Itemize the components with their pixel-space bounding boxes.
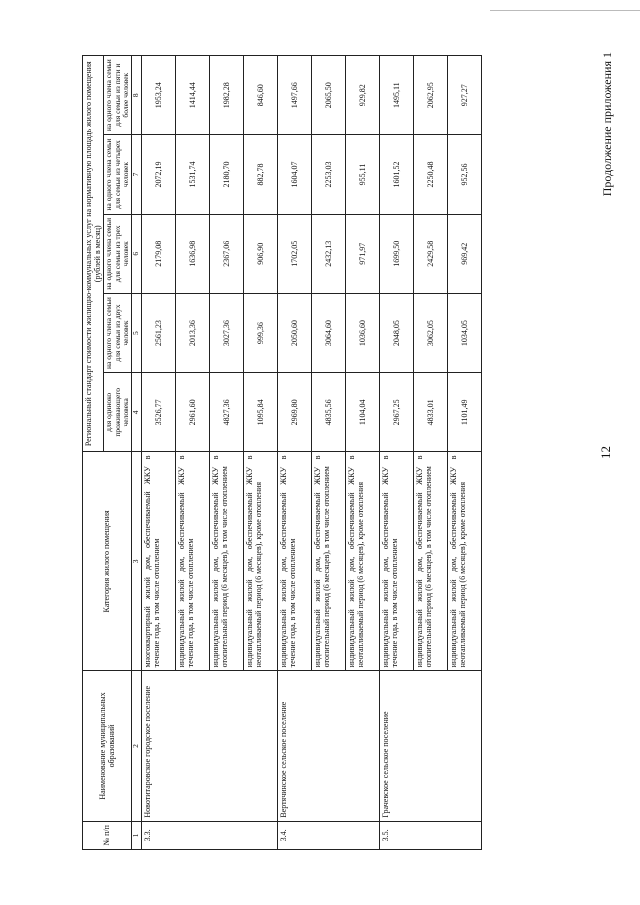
col-index: 3 bbox=[132, 452, 142, 671]
cost-value: 929,82 bbox=[346, 56, 380, 135]
cost-value: 4833,01 bbox=[414, 373, 448, 452]
header-group: Региональный стандарт стоимости жилищно-коммунальных услуг на нормативную площадь жилого помещения (рублей в месяц) bbox=[83, 56, 104, 452]
cost-value: 971,97 bbox=[346, 214, 380, 293]
page-number: 12 bbox=[598, 446, 613, 459]
housing-category: индивидуальный жилой дом, обеспечиваемый ЖКУ в течение года, в том числе отоплением bbox=[176, 452, 210, 671]
cost-value: 1604,07 bbox=[278, 135, 312, 214]
row-number: 3.4. bbox=[278, 821, 380, 849]
cost-value: 2969,80 bbox=[278, 373, 312, 452]
table-row bbox=[380, 56, 414, 850]
housing-category: индивидуальный жилой дом, обеспечиваемый ЖКУ в отопительный период (6 месяцев), в том числе отоплением bbox=[414, 452, 448, 671]
header-sub-2: на одного члена семьи для семьи из двух человек bbox=[104, 293, 132, 372]
row-number: 3.3. bbox=[142, 821, 278, 849]
cost-value: 1414,44 bbox=[176, 56, 210, 135]
cost-value: 2367,06 bbox=[210, 214, 244, 293]
table-row bbox=[142, 56, 176, 850]
cost-value: 2180,70 bbox=[210, 135, 244, 214]
cost-value: 3027,36 bbox=[210, 293, 244, 372]
housing-category: многоквартирный жилой дом, обеспечиваемый ЖКУ в течение года, в том числе отоплением bbox=[142, 452, 176, 671]
col-index: 1 bbox=[132, 821, 142, 849]
cost-value: 1034,05 bbox=[448, 293, 482, 372]
cost-value: 1982,28 bbox=[210, 56, 244, 135]
cost-value: 2561,23 bbox=[142, 293, 176, 372]
col-index: 2 bbox=[132, 671, 142, 821]
cost-value: 955,11 bbox=[346, 135, 380, 214]
cost-value: 1497,66 bbox=[278, 56, 312, 135]
cost-value: 4827,36 bbox=[210, 373, 244, 452]
housing-category: индивидуальный жилой дом, обеспечиваемый ЖКУ в неотапливаемый период (6 месяцев), кроме отопления bbox=[244, 452, 278, 671]
cost-value: 952,56 bbox=[448, 135, 482, 214]
header-sub-3: на одного члена семьи для семьи из трех человек bbox=[104, 214, 132, 293]
col-index: 7 bbox=[132, 135, 142, 214]
housing-category: индивидуальный жилой дом, обеспечиваемый ЖКУ в отопительный период (6 месяцев), в том числе отоплением bbox=[210, 452, 244, 671]
header-category: Категория жилого помещения bbox=[83, 452, 132, 671]
cost-value: 2967,25 bbox=[380, 373, 414, 452]
cost-standard-table-wrapper bbox=[82, 55, 590, 850]
housing-category: индивидуальный жилой дом, обеспечиваемый ЖКУ в отопительный период (6 месяцев), в том числе отоплением bbox=[312, 452, 346, 671]
cost-value: 2961,60 bbox=[176, 373, 210, 452]
cost-value: 2048,05 bbox=[380, 293, 414, 372]
cost-value: 2429,58 bbox=[414, 214, 448, 293]
cost-value: 3062,05 bbox=[414, 293, 448, 372]
cost-value: 2253,03 bbox=[312, 135, 346, 214]
housing-category: индивидуальный жилой дом, обеспечиваемый ЖКУ в течение года, в том числе отоплением bbox=[278, 452, 312, 671]
cost-value: 1101,49 bbox=[448, 373, 482, 452]
col-index: 8 bbox=[132, 56, 142, 135]
cost-value: 3526,77 bbox=[142, 373, 176, 452]
cost-value: 1036,60 bbox=[346, 293, 380, 372]
cost-value: 2250,48 bbox=[414, 135, 448, 214]
col-index: 6 bbox=[132, 214, 142, 293]
cost-value: 927,27 bbox=[448, 56, 482, 135]
cost-value: 1699,50 bbox=[380, 214, 414, 293]
cost-value: 4835,56 bbox=[312, 373, 346, 452]
cost-standard-table bbox=[82, 55, 482, 850]
cost-value: 906,90 bbox=[244, 214, 278, 293]
cost-value: 1953,24 bbox=[142, 56, 176, 135]
cost-value: 999,36 bbox=[244, 293, 278, 372]
header-num: № п/п bbox=[83, 821, 132, 849]
header-sub-4: на одного члена семьи для семьи из четырех человек bbox=[104, 135, 132, 214]
cost-value: 3064,60 bbox=[312, 293, 346, 372]
cost-value: 2179,08 bbox=[142, 214, 176, 293]
cost-value: 1495,11 bbox=[380, 56, 414, 135]
cost-value: 1636,98 bbox=[176, 214, 210, 293]
row-number: 3.5. bbox=[380, 821, 482, 849]
cost-value: 2432,13 bbox=[312, 214, 346, 293]
header-sub-5: на одного члена семьи для семьи из пяти и более человек bbox=[104, 56, 132, 135]
cost-value: 1095,84 bbox=[244, 373, 278, 452]
cost-value: 882,78 bbox=[244, 135, 278, 214]
cost-value: 2072,19 bbox=[142, 135, 176, 214]
municipality-name: Грачевское сельское поселение bbox=[380, 671, 482, 821]
cost-value: 1531,74 bbox=[176, 135, 210, 214]
cost-value: 2013,36 bbox=[176, 293, 210, 372]
header-sub-1: для одиноко проживающего человека bbox=[104, 373, 132, 452]
appendix-title: Продолжение приложения 1 bbox=[600, 52, 614, 197]
housing-category: индивидуальный жилой дом, обеспечиваемый ЖКУ в течение года, в том числе отоплением bbox=[380, 452, 414, 671]
housing-category: индивидуальный жилой дом, обеспечиваемый ЖКУ в неотапливаемый период (6 месяцев), кроме отопления bbox=[346, 452, 380, 671]
cost-value: 1601,52 bbox=[380, 135, 414, 214]
col-index: 5 bbox=[132, 293, 142, 372]
cost-value: 1104,04 bbox=[346, 373, 380, 452]
header-name: Наименование муниципальных образований bbox=[83, 671, 132, 821]
cost-value: 846,60 bbox=[244, 56, 278, 135]
cost-value: 2065,50 bbox=[312, 56, 346, 135]
municipality-name: Вертячинское сельское поселение bbox=[278, 671, 380, 821]
table-row bbox=[278, 56, 312, 850]
housing-category: индивидуальный жилой дом, обеспечиваемый ЖКУ в неотапливаемый период (6 месяцев), кроме отопления bbox=[448, 452, 482, 671]
table-body bbox=[142, 56, 482, 850]
municipality-name: Новотитаровское городское поселение bbox=[142, 671, 278, 821]
cost-value: 969,42 bbox=[448, 214, 482, 293]
cost-value: 2062,95 bbox=[414, 56, 448, 135]
cost-value: 1702,05 bbox=[278, 214, 312, 293]
col-index: 4 bbox=[132, 373, 142, 452]
cost-value: 2050,60 bbox=[278, 293, 312, 372]
